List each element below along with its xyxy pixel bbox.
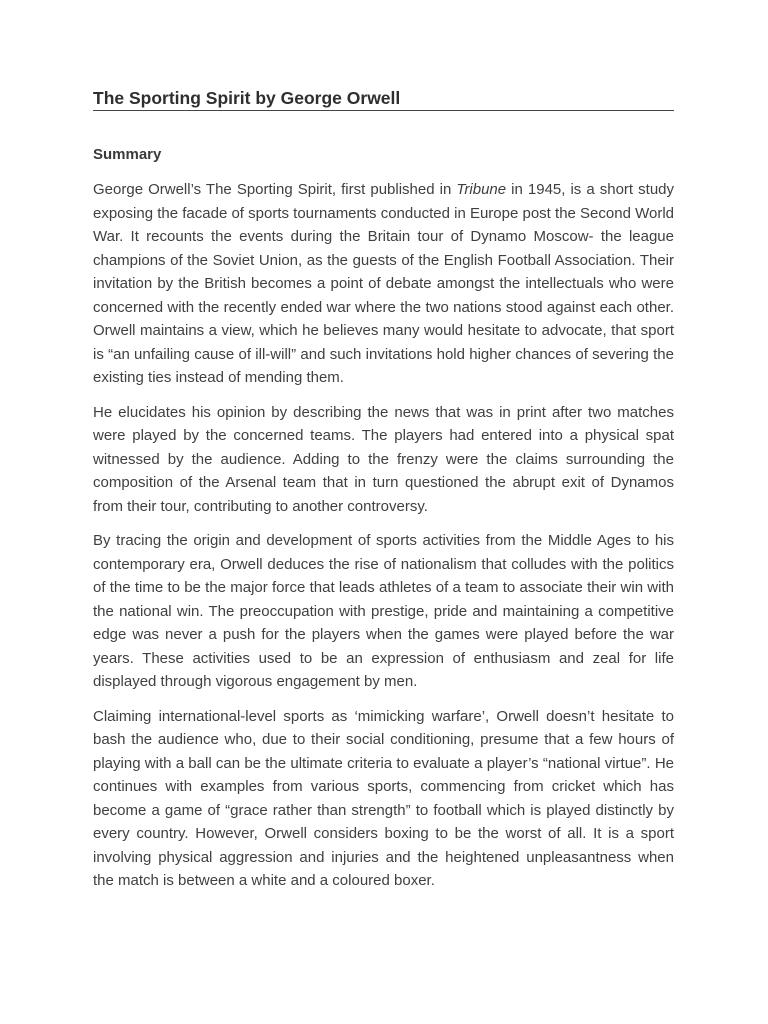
section-heading-summary: Summary xyxy=(93,146,162,163)
paragraph-1-text-b: in 1945, is a short study exposing the facade of sports tournaments conducted in Europe post the Second World War. It recounts the events during the Britain tour of Dynamo Moscow- the league champions of the Soviet Union, as the guests of the English Football Association. Their invitation by the British becomes a point of debate amongst the intellectuals who were concerned with the recently ended war where the two nations stood against each other. Orwell maintains a view, which he believes many would hesitate to advocate, that sport is “an unfailing cause of ill-will” and such invitations hold higher chances of severing the existing ties instead of mending them. xyxy=(93,181,675,386)
paragraph-1-text-a: George Orwell’s The Sporting Spirit, first published in xyxy=(93,181,457,198)
paragraph-2: He elucidates his opinion by describing the news that was in print after two matches were played by the concerned teams. The players had entered into a physical spat witnessed by the audience. Adding to the frenzy were the claims surrounding the composition of the Arsenal team that in turn questioned the abrupt exit of Dynamos from their tour, contributing to another controversy. xyxy=(93,403,674,515)
document-title: The Sporting Spirit by George Orwell xyxy=(93,85,674,111)
paragraph-1 xyxy=(93,178,674,390)
paragraph-3: By tracing the origin and development of sports activities from the Middle Ages to his contemporary era, Orwell deduces the rise of nationalism that colludes with the politics of the time to be the major force that leads athletes of a team to associate their win with the national win. The preoccupation with prestige, pride and maintaining a competitive edge was never a push for the players when the games were played before the war years. These activities used to be an expression of enthusiasm and zeal for life displayed through vigorous engagement by men. xyxy=(93,532,674,690)
paragraph-4: Claiming international-level sports as ‘mimicking warfare’, Orwell doesn’t hesitate to bash the audience who, due to their social conditioning, presume that a few hours of playing with a ball can be the ultimate criteria to evaluate a player’s “national virtue”. He continues with examples from various sports, commencing from cricket which has become a game of “grace rather than strength” to football which is played distinctly by every country. However, Orwell considers boxing to be the worst of all. It is a sport involving physical aggression and injuries and the heightened unpleasantness when the match is between a white and a coloured boxer. xyxy=(93,707,674,889)
publication-name: Tribune xyxy=(456,181,507,198)
